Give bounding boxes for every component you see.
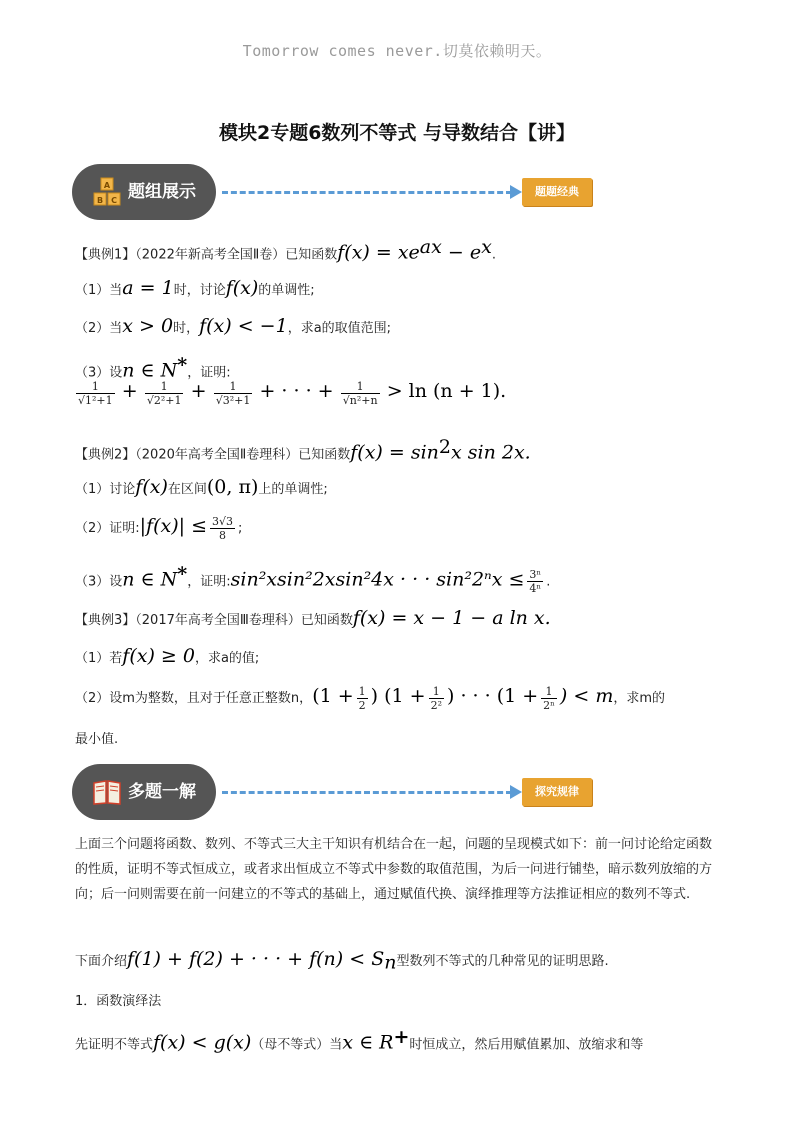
fraction: $\frac{1}{2}$ [358, 685, 366, 712]
fraction: $\frac{1}{\text{√2²+1}}$ [146, 380, 182, 407]
example-2-question-1: （1）讨论f(x)在区间(0, π)上的单调性; [75, 476, 328, 498]
header-watermark: Tomorrow comes never.切莫依赖明天。 [242, 42, 552, 60]
section-pill-label: 题组展示 [128, 182, 196, 202]
fraction: $\frac{1}{\text{2²}}$ [430, 685, 442, 712]
section-tag: 探究规律 [522, 778, 592, 806]
example-1-question-2: （2）当x > 0时，f(x) < −1，求a的取值范围; [75, 315, 392, 337]
example-2-question-3: （3）设n ∈ N*，证明:sin²xsin²2xsin²4x · · · sin²2ⁿx ≤ $\frac{\text{3ⁿ}}{\text{4ⁿ}}$ . [75, 563, 551, 596]
dashed-arrow-line [222, 791, 512, 794]
section-pill [72, 164, 216, 220]
fraction: $\frac{1}{\text{√3²+1}}$ [215, 380, 251, 407]
fraction: $\frac{\text{3ⁿ}}{\text{4ⁿ}}$ [529, 568, 542, 596]
page-title: 模块2专题6数列不等式 与导数结合【讲】 [218, 122, 576, 144]
section-banner-examples [72, 164, 602, 220]
fraction: $\frac{1}{\text{√1²+1}}$ [78, 380, 113, 407]
example-1-question-3: （3）设n ∈ N*，证明: [75, 354, 231, 382]
section-heading-function-deduction: 1．函数演绎法 [75, 994, 162, 1009]
section-pill-label: 多题一解 [128, 782, 196, 802]
paragraph-method-1: 先证明不等式f(x) < g(x)（母不等式）当x ∈ R+时恒成立，然后用赋值累加、放缩求和等 [75, 1026, 644, 1054]
example-1-question-1: （1）当a = 1时，讨论f(x)的单调性; [75, 277, 315, 299]
fraction: $\frac{1}{\text{√n²+n}}$ [342, 380, 378, 407]
dashed-arrow-line [222, 191, 512, 194]
svg-text:B: B [96, 196, 104, 205]
paragraph-overview: 上面三个问题将函数、数列、不等式三大主干知识有机结合在一起，问题的呈现模式如下：前一问讨论给定函数的性质，证明不等式恒成立，或者求出恒成立不等式中参数的取值范围，为后一问进行铺垫，暗示数列放缩的方向；后一问则需要在前一问建立的不等式的基础上，通过赋值代换、演绎推理等方法推证相应的数列不等式. [75, 837, 713, 902]
example-2-question-2: （2）证明:|f(x)| ≤ $\frac{3√3}{8}$ ; [75, 515, 243, 542]
arrow-head-icon [510, 185, 522, 199]
example-3-question-1: （1）若f(x) ≥ 0，求a的值; [75, 645, 260, 667]
book-icon [92, 777, 122, 807]
example-1-inequality: $\frac{1}{\text{√1²+1}}$ + $\frac{1}{\text{√2²+1}}$ + $\frac{1}{\text{√3²+1}}$ + · · · + $\frac{1}{\text{√n²+n}}$ > ln (n + 1). [78, 380, 507, 407]
section-tag: 题题经典 [522, 178, 592, 206]
fraction: $\frac{3√3}{8}$ [212, 515, 234, 542]
section-pill [72, 764, 216, 820]
example-1-heading: 【典例1】（2022年新高考全国Ⅱ卷）已知函数$f(x) = xe^{ax} - e^x$. [75, 236, 496, 264]
example-3-question-2: （2）设m为整数，且对于任意正整数n，(1 + $\frac{1}{2}$ ) (1 + $\frac{1}{\text{2²}}$ ) · · · (1 + $\frac{1}{\text{2ⁿ}}$ ) < m，求m的 [75, 685, 666, 712]
fraction: $\frac{1}{\text{2ⁿ}}$ [543, 685, 555, 712]
example-2-heading: 【典例2】（2020年高考全国Ⅱ卷理科）已知函数$f(x) = \sin^2x$ sin 2x. [75, 436, 531, 464]
example-3-heading: 【典例3】（2017年高考全国Ⅲ卷理科）已知函数f(x) = x − 1 − a ln x. [75, 607, 551, 629]
paragraph-intro: 下面介绍f(1) + f(2) + · · · + $f(n) < S_n$型数列不等式的几种常见的证明思路. [75, 948, 609, 974]
arrow-head-icon [510, 785, 522, 799]
section-banner-method [72, 764, 602, 820]
svg-text:C: C [111, 196, 117, 205]
example-3-question-2-tail: 最小值. [75, 732, 119, 747]
abc-blocks-icon [92, 177, 122, 207]
svg-text:A: A [103, 181, 111, 190]
